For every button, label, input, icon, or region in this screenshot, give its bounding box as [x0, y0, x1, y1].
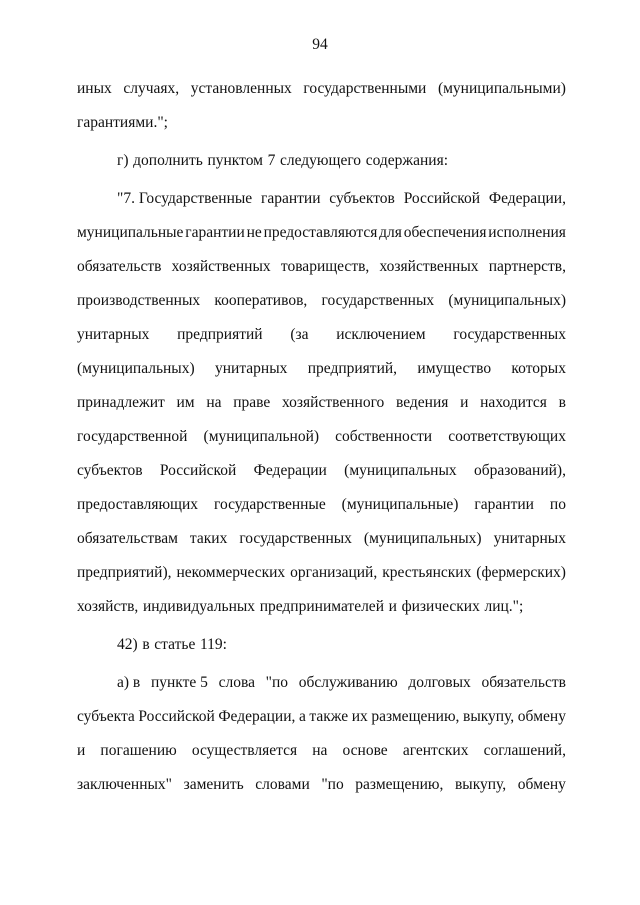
word: г): [117, 152, 129, 169]
word: пункте 5: [150, 674, 208, 691]
word: образований),: [473, 462, 566, 479]
word: статье: [154, 636, 196, 653]
word: осуществляется: [191, 742, 298, 759]
word: унитарных: [77, 326, 150, 343]
text-line: [77, 318, 566, 352]
word: государственной: [77, 428, 188, 445]
word: партнерств,: [488, 258, 566, 275]
text-line: [77, 352, 566, 386]
text-line: [77, 768, 566, 802]
word: иных: [77, 80, 112, 97]
word: хозяйственного: [282, 394, 385, 411]
word: праве: [233, 394, 271, 411]
word: предприятий: [177, 326, 263, 343]
word: предприятий,: [307, 360, 398, 377]
word: гарантии: [474, 496, 534, 513]
text-line: [77, 556, 566, 590]
word: установленных: [190, 80, 292, 97]
text-line: [77, 250, 566, 284]
word: и: [460, 394, 469, 411]
text-line: [77, 144, 566, 178]
word: обмену: [517, 776, 566, 793]
text-line: [77, 106, 566, 140]
word: Российской: [159, 462, 237, 479]
word: (муниципальной): [203, 428, 320, 445]
word: размещению,: [355, 776, 444, 793]
word: (муниципальных): [363, 530, 482, 547]
word: хозяйств,: [77, 598, 139, 615]
word: пунктом: [207, 152, 263, 169]
word: выкупу,: [463, 708, 515, 725]
word: имущество: [417, 360, 492, 377]
word: обеспечения: [403, 224, 487, 241]
word: субъектов: [77, 462, 143, 479]
word: государственных: [239, 530, 352, 547]
word: для: [379, 224, 402, 241]
text-line: [77, 488, 566, 522]
word: предоставляющих: [77, 496, 199, 513]
text-line: [77, 72, 566, 106]
word: предоставляются: [263, 224, 378, 241]
word: 119:: [199, 636, 227, 653]
word: случаях,: [123, 80, 180, 97]
word: на: [312, 742, 328, 759]
word: гарантии: [260, 190, 321, 207]
word: их: [351, 708, 368, 725]
word: государственных: [453, 326, 566, 343]
word: предприятий),: [77, 564, 172, 581]
text-line: [77, 700, 566, 734]
word: Федерации: [253, 462, 327, 479]
word: а) в: [117, 674, 141, 691]
word: исключением: [336, 326, 426, 343]
word: обслуживанию: [298, 674, 398, 691]
word: агентских: [402, 742, 469, 759]
word: также: [309, 708, 349, 725]
word: крестьянских: [382, 564, 472, 581]
word: собственности: [335, 428, 433, 445]
word: государственными: [303, 80, 427, 97]
word: следующего: [280, 152, 362, 169]
word: (муниципальных: [344, 462, 457, 479]
text-line: [77, 216, 566, 250]
word: (муниципальных): [448, 292, 566, 309]
text-line: [77, 284, 566, 318]
word: государственных: [321, 292, 435, 309]
text-line: [77, 590, 566, 624]
word: субъекта: [77, 708, 135, 725]
word: заменить: [183, 776, 244, 793]
text-line: [77, 420, 566, 454]
word: (муниципальными): [437, 80, 566, 97]
word: в: [558, 394, 566, 411]
word: в: [142, 636, 150, 653]
word: им: [176, 394, 195, 411]
text-line: [77, 182, 566, 216]
word: производственных: [77, 292, 201, 309]
word: соответствующих: [448, 428, 566, 445]
word: унитарных: [214, 360, 288, 377]
word: ведения: [396, 394, 449, 411]
word: 42): [117, 636, 138, 653]
word: гарантиями.";: [77, 114, 168, 131]
word: Российской: [138, 708, 215, 725]
text-line: [77, 628, 566, 662]
word: организаций,: [290, 564, 378, 581]
word: гарантии: [185, 224, 245, 241]
word: обязательств: [481, 674, 566, 691]
word: Федерации,: [488, 190, 566, 207]
word: обязательствам: [77, 530, 178, 547]
text-line: [77, 454, 566, 488]
word: "по: [321, 776, 344, 793]
word: кооперативов,: [214, 292, 308, 309]
word: унитарных: [493, 530, 566, 547]
word: таких: [189, 530, 228, 547]
word: "по: [265, 674, 289, 691]
word: словами: [255, 776, 310, 793]
word: индивидуальных: [142, 598, 256, 615]
word: основе: [342, 742, 388, 759]
word: находится: [480, 394, 547, 411]
word: предпринимателей: [259, 598, 384, 615]
word: 7: [267, 152, 276, 169]
text-line: [77, 734, 566, 768]
word: не: [246, 224, 262, 241]
word: на: [206, 394, 222, 411]
text-line: [77, 666, 566, 700]
text-line: [77, 386, 566, 420]
word: и: [77, 742, 86, 759]
word: (за: [290, 326, 309, 343]
word: слова: [218, 674, 255, 691]
text-line: [77, 522, 566, 556]
word: принадлежит: [77, 394, 165, 411]
word: соглашений,: [483, 742, 566, 759]
word: "7. Государственные: [117, 190, 253, 207]
word: по: [549, 496, 566, 513]
word: физических: [401, 598, 480, 615]
word: дополнить: [133, 152, 203, 169]
word: обязательств: [77, 258, 162, 275]
word: (муниципальных): [77, 360, 195, 377]
word: исполнения: [488, 224, 566, 241]
word: долговых: [408, 674, 471, 691]
word: и: [388, 598, 397, 615]
word: размещению,: [371, 708, 460, 725]
word: обмену: [517, 708, 566, 725]
word: (фермерских): [476, 564, 566, 581]
word: погашению: [100, 742, 177, 759]
word: государственные: [213, 496, 326, 513]
document-body: [77, 72, 566, 802]
word: содержания:: [365, 152, 449, 169]
word: Федерации,: [218, 708, 296, 725]
word: товариществ,: [280, 258, 370, 275]
word: хозяйственных: [171, 258, 271, 275]
word: муниципальные: [77, 224, 184, 241]
page-number: 94: [312, 36, 328, 53]
word: субъектов: [329, 190, 395, 207]
word: Российской: [403, 190, 481, 207]
word: некоммерческих: [176, 564, 286, 581]
word: хозяйственных: [379, 258, 479, 275]
word: а: [298, 708, 306, 725]
word: (муниципальные): [341, 496, 459, 513]
word: лиц.";: [484, 598, 524, 615]
word: выкупу,: [454, 776, 507, 793]
word: заключенных": [77, 776, 173, 793]
word: которых: [511, 360, 566, 377]
